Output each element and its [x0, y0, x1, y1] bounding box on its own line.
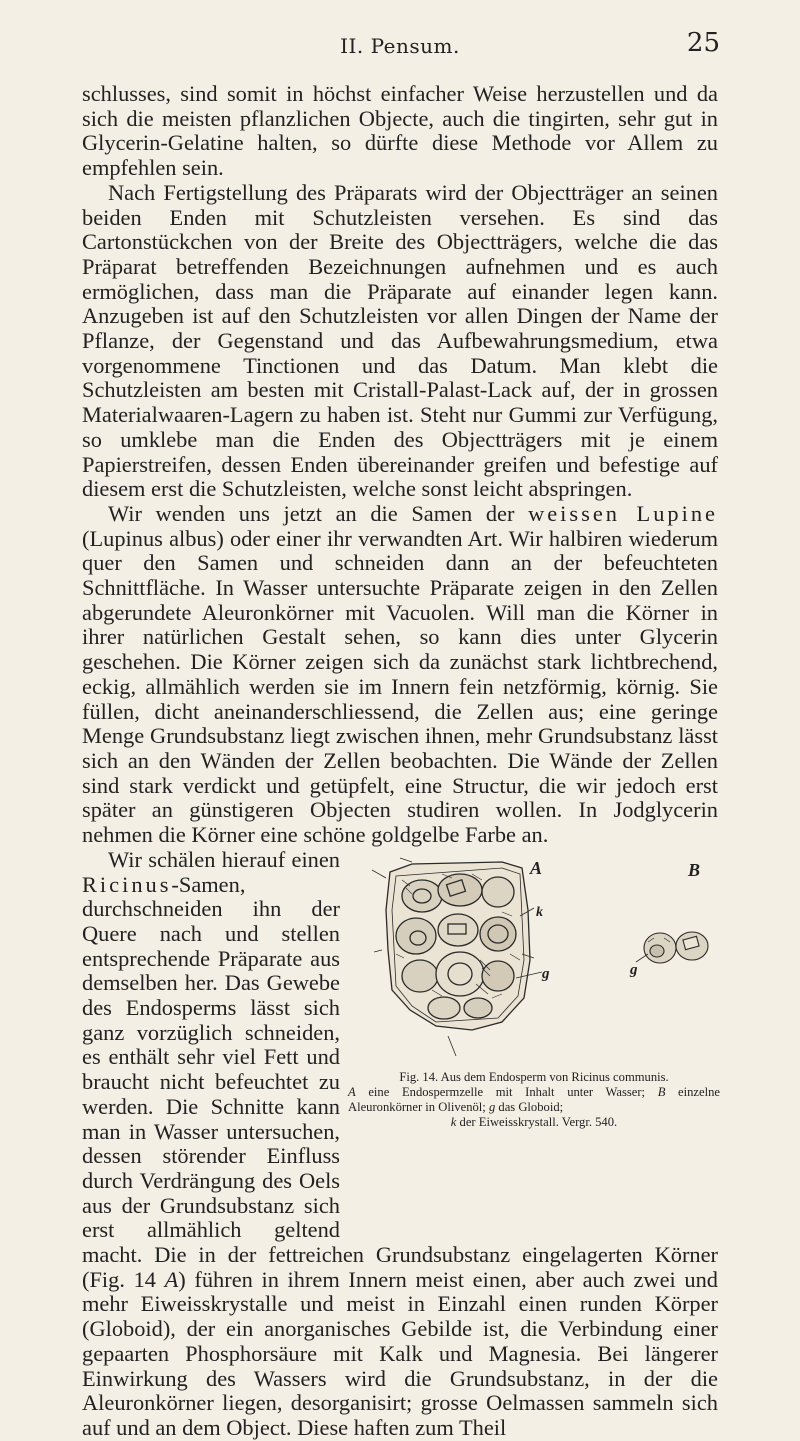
ricinus-text-before: Wir schälen hierauf einen	[108, 846, 340, 872]
lupine-spaced-term: weissen Lupine	[528, 500, 718, 526]
ricinus-spaced-term: Ricinus	[82, 871, 172, 897]
caption-text-k: der Eiweisskrystall. Vergr. 540.	[456, 1114, 618, 1129]
figure-label-k: k	[536, 904, 543, 920]
paragraph-continuation: schlusses, sind somit in höchst einfacher Weise herzustellen und da sich die meisten pflanzlichen Objecte, auch die tingirten, sehr gut in Glycerin-Gelatine halten, so dürfte diese Methode vor Allem zu empfehlen sein.	[82, 81, 718, 181]
figure-caption	[348, 1070, 720, 1130]
caption-letter-a: A	[348, 1084, 356, 1099]
figure-label-a: A	[530, 857, 543, 878]
chapter-title: II. Pensum.	[340, 34, 460, 58]
caption-letter-b: B	[657, 1084, 666, 1099]
paragraph-schutzleisten: Nach Fertigstellung des Präparats wird der Objectträger an seinen beiden Enden mit Schutzleisten versehen. Es sind das Cartonstückchen von der Breite des Objectträgers, welche die das Präparat betreffenden Bezeichnungen aufnehmen und es auch ermöglichen, dass man die Präparate auf einander legen kann. Anzugeben ist auf den Schutzleisten vor allen Dingen der Name der Pflanze, der Gegenstand und das Aufbewahrungsmedium, etwa vorgenommene Tinctionen und das Datum. Man klebt die Schutzleisten am besten mit Cristall-Palast-Lack auf, der in grossen Materialwaaren-Lagern zu haben ist. Steht nur Gummi zur Verfügung, so umklebe man die Enden des Objectträgers mit je einem Papierstreifen, dessen Enden übereinander greifen und befestige auf diesem erst die Schutzleisten, welche sonst leicht abspringen.	[82, 179, 718, 502]
caption-body	[348, 1085, 720, 1114]
caption-letter-g: g	[488, 1099, 496, 1114]
lupine-text-after: (Lupinus albus) oder einer ihr verwandten Art. Wir halbiren wiederum quer den Samen und schneiden dann an der befeuchteten Schnittfläche. In Wasser untersuchte Präparate zeigen in den Zellen abgerundete Aleuronkörner mit Vacuolen. Will man die Körner in ihrer natürlichen Gestalt sehen, so kann dies unter Glycerin geschehen. Die Körner zeigen sich da zunächst stark lichtbrechend, eckig, allmählich werden sie im Innern fein netzförmig, körnig. Sie füllen, dicht aneinanderschliessend, die Zellen aus; eine geringe Menge Grundsubstanz liegt zwischen ihnen, mehr Grundsubstanz lässt sich an den Wänden der Zellen beobachten. Die Wände der Zellen sind stark verdickt und getüpfelt, eine Structur, die wir jedoch erst später an günstigeren Objecten studiren wollen. In Jodglycerin nehmen die Körner eine schöne goldgelbe Farbe an.	[82, 525, 718, 848]
running-header	[80, 28, 720, 68]
figure-14-illustration	[352, 850, 718, 1066]
caption-letter-k: k	[450, 1114, 457, 1129]
figure-label-b: B	[688, 859, 701, 880]
caption-line-1: Fig. 14. Aus dem Endosperm von Ricinus communis.	[399, 1069, 669, 1084]
caption-text-b: einzelne Aleuronkörner in Olivenöl;	[348, 1084, 720, 1114]
ricinus-fig-ref: A	[164, 1266, 179, 1292]
caption-text-g: das Globoid;	[495, 1099, 564, 1114]
figure-labels	[529, 858, 700, 982]
endosperm-cell-drawing	[372, 858, 542, 1056]
figure-label-g-b: g	[630, 961, 638, 978]
caption-text-a: eine Endospermzelle mit Inhalt unter Wasser;	[355, 1084, 646, 1099]
page-number: 25	[686, 28, 720, 58]
caption-last-line	[348, 1115, 720, 1130]
aleurone-grains-drawing	[636, 932, 708, 963]
figure-label-g-a: g	[542, 965, 550, 982]
ricinus-text-rest: ) führen in ihrem Innern meist einen, aber auch zwei und mehr Eiweisskrystalle und meist in Einzahl einen runden Körper (Globoid), der ein anorganisches Gebilde ist, die Verbindung einer gepaarten Phosphorsäure mit Kalk und Magnesia. Bei längerer Einwirkung des Wassers wird die Grundsubstanz, in der die Aleuronkörner liegen, desorganisirt; grosse Oelmassen sammeln sich auf und an dem Object. Diese haften zum Theil	[82, 1266, 718, 1440]
body-text	[82, 82, 718, 1441]
figure-14	[348, 850, 720, 1236]
ricinus-text-after: -Samen, durchschneiden ihn der Quere nach und stellen entsprechende Präparate aus demselben her. Das Gewebe des Endosperms lässt sich ganz vorzüglich schneiden, es enthält sehr viel Fett und braucht nicht befeuchtet zu werden. Die Schnitte kann man in Wasser untersuchen, dessen störender Einfluss durch Verdrängung des Oels aus der Grundsubstanz sich erst allmählich geltend macht. Die in der fettreichen Grundsubstanz eingelagerten Körner (Fig. 14	[82, 871, 718, 1292]
lupine-text-before: Wir wenden uns jetzt an die Samen der	[108, 500, 529, 526]
paragraph-lupine	[82, 502, 718, 848]
